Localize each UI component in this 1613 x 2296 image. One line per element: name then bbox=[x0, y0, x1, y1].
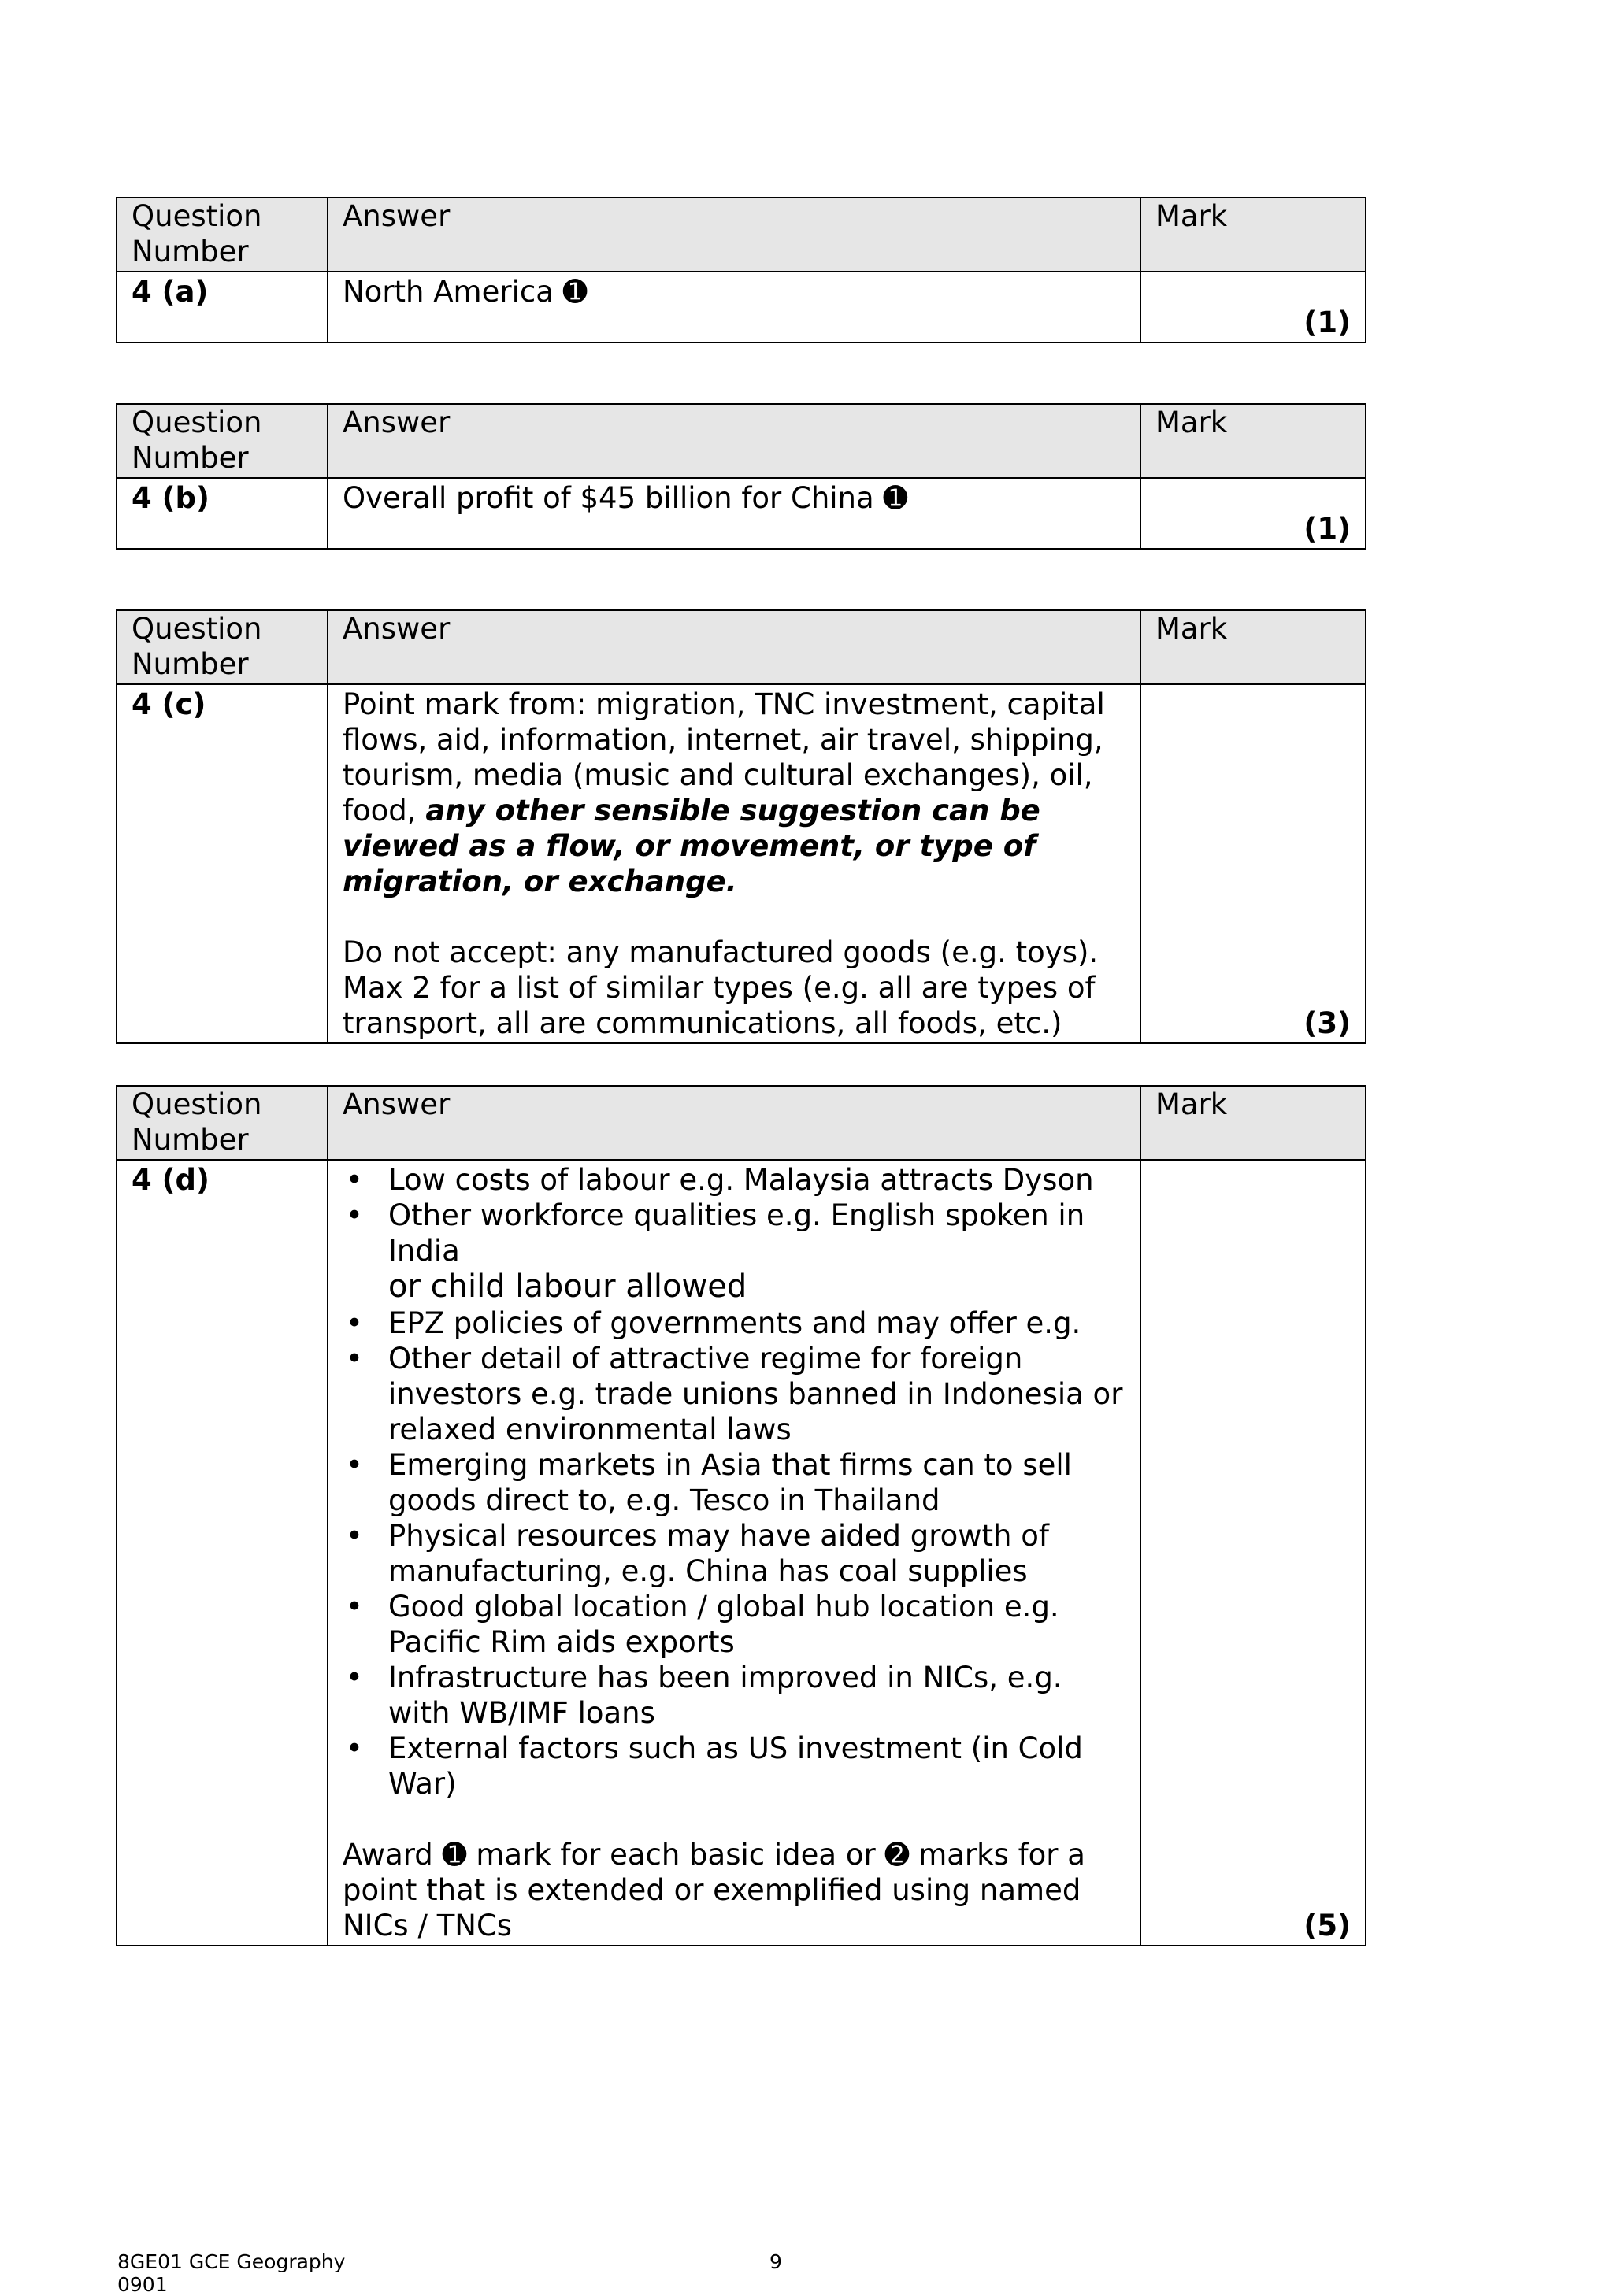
question-number: 4 (c) bbox=[117, 684, 328, 1043]
answer-text: North America ➊ bbox=[328, 272, 1140, 343]
list-item: • EPZ policies of governments and may offer e.g. bbox=[343, 1305, 1125, 1341]
question-number: 4 (d) bbox=[117, 1160, 328, 1946]
table-row bbox=[117, 478, 1366, 549]
header-mark: Mark bbox=[1140, 1086, 1366, 1160]
mark-value: (1) bbox=[1303, 306, 1351, 339]
table-row bbox=[117, 272, 1366, 343]
header-question-number: Question Number bbox=[117, 610, 328, 684]
answer-bullet-list bbox=[343, 1162, 1125, 1802]
list-item-continuation: or child labour allowed bbox=[388, 1268, 747, 1305]
answer-emphasis: any other sensible suggestion can be viewed as a flow, or movement, or type of migration, or exchange. bbox=[343, 794, 1040, 898]
answer-cell bbox=[328, 684, 1140, 1043]
list-item: • Low costs of labour e.g. Malaysia attracts Dyson bbox=[343, 1162, 1125, 1198]
header-mark: Mark bbox=[1140, 610, 1366, 684]
footer-code-line: 8GE01 GCE Geography bbox=[117, 2250, 346, 2273]
question-4c-table bbox=[116, 609, 1366, 1044]
list-item: • External factors such as US investment (in Cold War) bbox=[343, 1731, 1125, 1802]
header-mark: Mark bbox=[1140, 404, 1366, 478]
question-4a-table bbox=[116, 197, 1366, 343]
table-header-row bbox=[117, 198, 1366, 272]
list-item: • Other detail of attractive regime for foreign investors e.g. trade unions banned in Indonesia or relaxed environmental laws bbox=[343, 1341, 1125, 1447]
header-question-number: Question Number bbox=[117, 198, 328, 272]
answer-cell bbox=[328, 1160, 1140, 1946]
table-header-row bbox=[117, 1086, 1366, 1160]
mark-cell bbox=[1140, 1160, 1366, 1946]
question-4d-table bbox=[116, 1085, 1366, 1946]
table-row bbox=[117, 684, 1366, 1043]
list-item: • Infrastructure has been improved in NICs, e.g. with WB/IMF loans bbox=[343, 1660, 1125, 1731]
list-item: • Emerging markets in Asia that firms can to sell goods direct to, e.g. Tesco in Thailand bbox=[343, 1447, 1125, 1518]
mark-value: (5) bbox=[1303, 1909, 1351, 1942]
header-answer: Answer bbox=[328, 1086, 1140, 1160]
answer-intro: Point mark from: migration, TNC investment, capital flows, aid, information, internet, air travel, shipping, tourism, media (music and cultural exchanges), oil, food, bbox=[343, 687, 1105, 828]
table-header-row bbox=[117, 404, 1366, 478]
mark-cell bbox=[1140, 684, 1366, 1043]
mark-cell bbox=[1140, 272, 1366, 343]
header-answer: Answer bbox=[328, 404, 1140, 478]
mark-value: (1) bbox=[1303, 512, 1351, 546]
question-number: 4 (b) bbox=[117, 478, 328, 549]
answer-text: Overall profit of $45 billion for China ➊ bbox=[328, 478, 1140, 549]
footer-session-line: 0901 bbox=[117, 2273, 168, 2296]
mark-cell bbox=[1140, 478, 1366, 549]
table-header-row bbox=[117, 610, 1366, 684]
list-item: • Physical resources may have aided growth of manufacturing, e.g. China has coal supplies bbox=[343, 1518, 1125, 1589]
award-note: Award ➊ mark for each basic idea or ➋ marks for a point that is extended or exemplified using named NICs / TNCs bbox=[343, 1838, 1085, 1942]
header-question-number: Question Number bbox=[117, 404, 328, 478]
header-answer: Answer bbox=[328, 198, 1140, 272]
answer-note: Do not accept: any manufactured goods (e.g. toys). Max 2 for a list of similar types (e.g. all are types of transport, all are communications, all foods, etc.) bbox=[343, 935, 1099, 1040]
list-item: • Good global location / global hub location e.g. Pacific Rim aids exports bbox=[343, 1589, 1125, 1660]
answer-text bbox=[343, 687, 1125, 899]
footer-code bbox=[117, 2250, 345, 2296]
question-4b-table bbox=[116, 403, 1366, 550]
list-item-text: Other workforce qualities e.g. English spoken in India bbox=[388, 1198, 1085, 1268]
header-question-number: Question Number bbox=[117, 1086, 328, 1160]
spacer bbox=[343, 1802, 1125, 1837]
spacer bbox=[343, 899, 1125, 935]
header-answer: Answer bbox=[328, 610, 1140, 684]
page-number: 9 bbox=[769, 2250, 782, 2273]
list-item bbox=[343, 1198, 1125, 1305]
table-row bbox=[117, 1160, 1366, 1946]
header-mark: Mark bbox=[1140, 198, 1366, 272]
mark-value: (3) bbox=[1303, 1006, 1351, 1040]
question-number: 4 (a) bbox=[117, 272, 328, 343]
